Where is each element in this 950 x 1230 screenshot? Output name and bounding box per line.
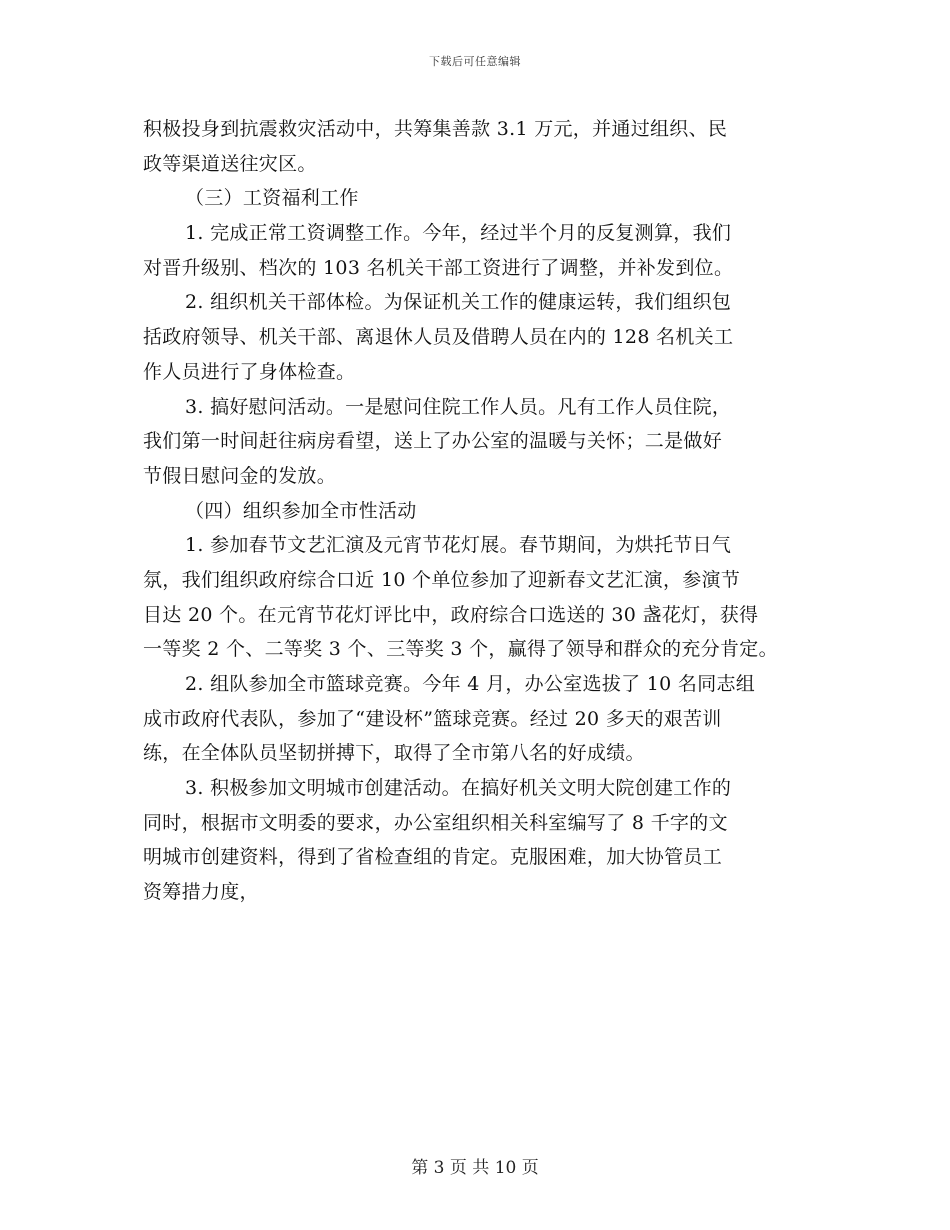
text-line: 作人员进行了身体检查。 [143, 360, 356, 383]
document-body [143, 112, 833, 910]
text-line: 目达 20 个。在元宵节花灯评比中，政府综合口选送的 30 盏花灯，获得 [143, 603, 759, 626]
text-line: 积极投身到抗震救灾活动中，共筹集善款 3.1 万元，并通过组织、民 [143, 118, 728, 140]
text-line: 同时，根据市文明委的要求，办公室组织相关科室编写了 8 千字的文 [143, 811, 728, 834]
text-line: 氛，我们组织政府综合口近 10 个单位参加了迎新春文艺汇演，参演节 [143, 568, 741, 591]
text-line: 明城市创建资料，得到了省检查组的肯定。克服困难，加大协管员工 [143, 846, 723, 869]
text-line: 对晋升级别、档次的 103 名机关干部工资进行了调整，并补发到位。 [143, 256, 734, 279]
text-line: （四）组织参加全市性活动 [185, 499, 417, 522]
text-line: 一等奖 2 个、二等奖 3 个、三等奖 3 个，赢得了领导和群众的充分肯定。 [143, 638, 778, 661]
text-line: 2. 组织机关干部体检。为保证机关工作的健康运转，我们组织包 [185, 291, 732, 314]
text-line: 成市政府代表队，参加了“建设杯”篮球竞赛。经过 20 多天的艰苦训 [143, 707, 722, 730]
text-line: （三）工资福利工作 [185, 187, 359, 210]
text-line: 练，在全体队员坚韧拼搏下，取得了全市第八名的好成绩。 [143, 742, 645, 765]
text-line: 我们第一时间赶往病房看望，送上了办公室的温暖与关怀；二是做好 [143, 430, 723, 453]
page-header-note: 下载后可任意编辑 [429, 55, 521, 68]
text-line: 1. 参加春节文艺汇演及元宵节花灯展。春节期间，为烘托节日气 [185, 534, 732, 557]
text-line: 3. 搞好慰问活动。一是慰问住院工作人员。凡有工作人员住院， [185, 395, 732, 418]
text-line: 3. 积极参加文明城市创建活动。在搞好机关文明大院创建工作的 [185, 777, 732, 800]
page-number-footer: 第 3 页 共 10 页 [411, 1158, 539, 1178]
text-line: 1. 完成正常工资调整工作。今年，经过半个月的反复测算，我们 [185, 222, 732, 245]
text-line: 括政府领导、机关干部、离退休人员及借聘人员在内的 128 名机关工 [143, 326, 734, 349]
text-line: 政等渠道送往灾区。 [143, 152, 317, 175]
text-line: 2. 组队参加全市篮球竞赛。今年 4 月，办公室选拔了 10 名同志组 [185, 673, 756, 695]
text-line: 资筹措力度， [143, 881, 259, 904]
text-line: 节假日慰问金的发放。 [143, 464, 337, 487]
